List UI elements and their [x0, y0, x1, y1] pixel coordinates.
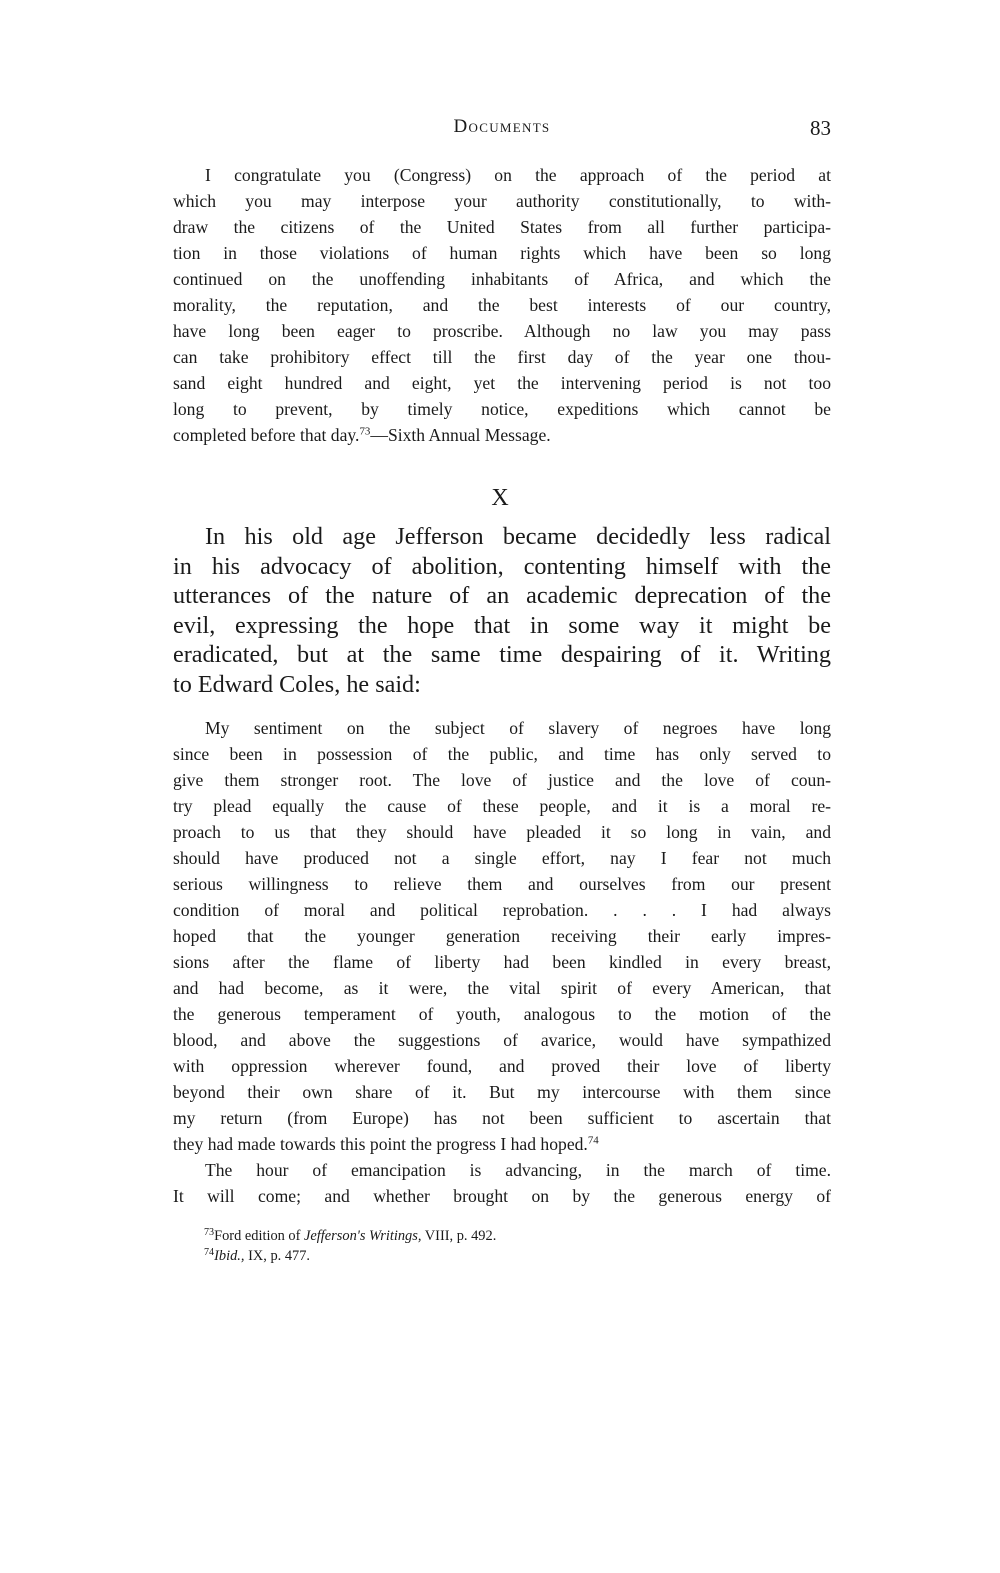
- quote-line: blood, and above the suggestions of avarice, would have sympathized: [173, 1030, 831, 1050]
- footnote-74: [173, 1246, 831, 1266]
- quote-text: completed before that day.: [173, 425, 360, 445]
- footnote-ref-73: 73: [359, 425, 371, 438]
- quote-letter-to-coles: [173, 715, 831, 1209]
- quote-line: [173, 1131, 831, 1157]
- quote-sixth-annual-message: [173, 162, 831, 448]
- quote-line: sand eight hundred and eight, yet the intervening period is not too: [173, 373, 831, 393]
- quote-line: sions after the flame of liberty had been kindled in every breast,: [173, 952, 831, 972]
- body-line: evil, expressing the hope that in some way it might be: [173, 611, 831, 639]
- quote-line: tion in those violations of human rights which have been so long: [173, 243, 831, 263]
- quote-line: morality, the reputation, and the best interests of our country,: [173, 295, 831, 315]
- section-number: X: [491, 485, 509, 511]
- body-line: in his advocacy of abolition, contenting himself with the: [173, 552, 831, 580]
- footnote-ref-74: 74: [587, 1134, 599, 1147]
- quote-line: long to prevent, by timely notice, expeditions which cannot be: [173, 399, 831, 419]
- quote-text: they had made towards this point the progress I had hoped.: [173, 1134, 588, 1154]
- quote-line: serious willingness to relieve them and ourselves from our present: [173, 874, 831, 894]
- quote-line: I congratulate you (Congress) on the approach of the period at: [205, 165, 831, 185]
- footnote-73: [173, 1226, 831, 1246]
- body-line: utterances of the nature of an academic deprecation of the: [173, 582, 831, 609]
- quote-line: [173, 422, 831, 448]
- body-line: eradicated, but at the same time despairing of it. Writing: [173, 641, 831, 668]
- quote-source: —Sixth Annual Message.: [370, 425, 551, 445]
- quote-line: My sentiment on the subject of slavery of negroes have long: [205, 718, 831, 738]
- quote-line: give them stronger root. The love of justice and the love of coun-: [173, 770, 831, 790]
- footnote-text: Ford edition of: [214, 1228, 305, 1244]
- footnote-title: Jefferson's Writings,: [304, 1228, 422, 1244]
- quote-line: have long been eager to proscribe. Although no law you may pass: [173, 321, 831, 341]
- running-head: [173, 116, 831, 146]
- quote-line: draw the citizens of the United States from all further participa-: [173, 217, 831, 237]
- quote-line: hoped that the younger generation receiving their early impres-: [173, 926, 831, 946]
- quote-line: and had become, as it were, the vital spirit of every American, that: [173, 978, 831, 998]
- quote-line: continued on the unoffending inhabitants of Africa, and which the: [173, 269, 831, 289]
- quote-line: my return (from Europe) has not been sufficient to ascertain that: [173, 1108, 831, 1128]
- footnote-text: VIII, p. 492.: [421, 1228, 497, 1244]
- footnote-text: IX, p. 477.: [244, 1248, 311, 1264]
- footnotes: [173, 1226, 831, 1266]
- quote-line: since been in possession of the public, and time has only served to: [173, 744, 831, 764]
- quote-line: It will come; and whether brought on by the generous energy of: [173, 1186, 831, 1206]
- quote-line: proach to us that they should have pleaded it so long in vain, and: [173, 822, 831, 842]
- quote-line: the generous temperament of youth, analogous to the motion of the: [173, 1004, 831, 1024]
- quote-line: condition of moral and political reprobation. . . . I had always: [173, 900, 831, 920]
- footnote-marker: 74: [204, 1246, 215, 1258]
- quote-line: try plead equally the cause of these people, and it is a moral re-: [173, 796, 831, 816]
- body-paragraph: [173, 522, 831, 699]
- body-line: to Edward Coles, he said:: [173, 670, 421, 698]
- quote-line: The hour of emancipation is advancing, in the march of time.: [205, 1160, 831, 1180]
- body-line: In his old age Jefferson became decidedly less radical: [205, 523, 831, 550]
- quote-line: with oppression wherever found, and proved their love of liberty: [173, 1056, 831, 1076]
- quote-line: can take prohibitory effect till the first day of the year one thou-: [173, 347, 831, 367]
- page-number: 83: [810, 116, 831, 140]
- quote-line: should have produced not a single effort, nay I fear not much: [173, 848, 831, 868]
- quote-line: beyond their own share of it. But my intercourse with them since: [173, 1082, 831, 1102]
- quote-line: which you may interpose your authority constitutionally, to with-: [173, 191, 831, 211]
- running-head-title: Documents: [453, 116, 551, 137]
- footnote-title: Ibid.,: [214, 1248, 245, 1264]
- footnote-marker: 73: [204, 1226, 215, 1238]
